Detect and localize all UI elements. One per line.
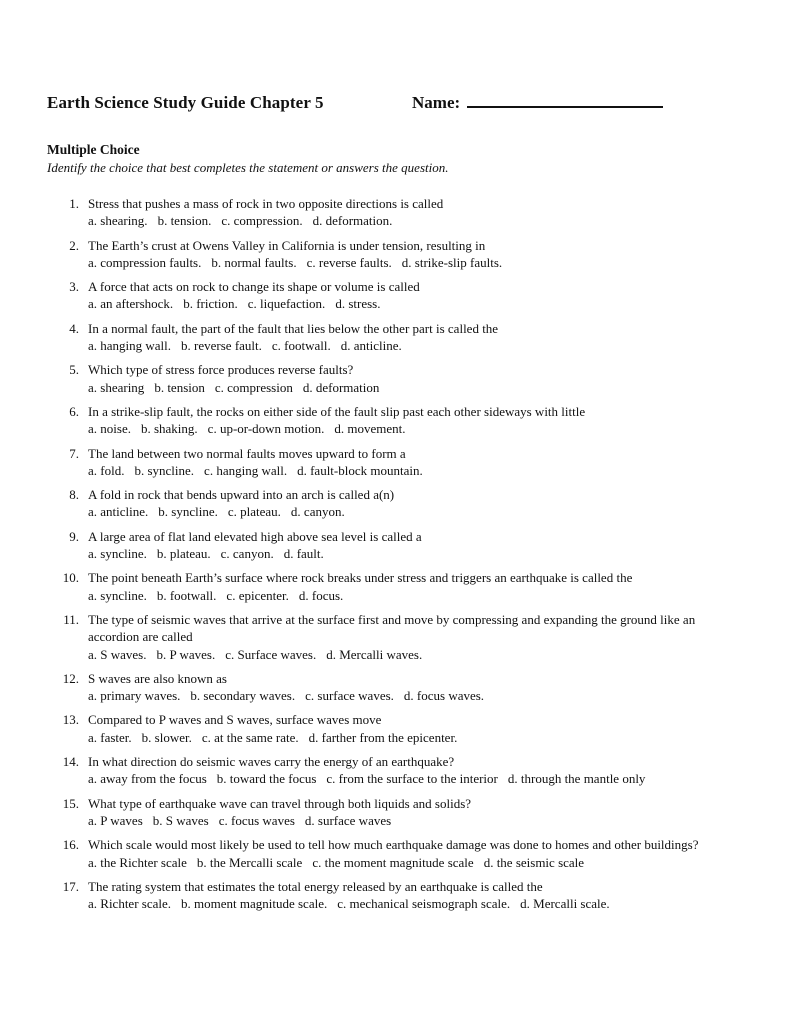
name-label: Name: — [412, 93, 461, 112]
document-header — [47, 93, 747, 114]
answer-choice: a. fold. — [88, 462, 125, 478]
answer-choice: d. deformation — [302, 379, 380, 395]
question-choices — [88, 295, 738, 312]
answer-choice: a. primary waves. — [88, 688, 181, 704]
answer-choice: d. the seismic scale — [483, 854, 585, 870]
question-item — [47, 195, 747, 230]
question-choices — [88, 687, 738, 704]
question-item — [47, 670, 747, 705]
answer-choice: c. compression — [214, 379, 293, 395]
answer-choice: b. tension — [154, 379, 205, 395]
question-number: 11. — [63, 611, 79, 627]
question-item — [47, 278, 747, 313]
answer-choice: a. syncline. — [88, 587, 147, 603]
question-item — [47, 528, 747, 563]
question-number: 5. — [69, 362, 79, 378]
question-number: 12. — [62, 670, 79, 686]
answer-choice: b. moment magnitude scale. — [181, 896, 328, 912]
question-choices — [88, 379, 738, 396]
question-choices — [88, 212, 738, 229]
answer-choice: c. reverse faults. — [306, 254, 392, 270]
name-field — [412, 93, 663, 113]
question-body — [88, 320, 738, 355]
question-number: 10. — [62, 570, 79, 586]
question-choices — [88, 587, 738, 604]
answer-choice: c. footwall. — [271, 338, 331, 354]
answer-choice: d. stress. — [335, 296, 381, 312]
answer-choice: b. syncline. — [158, 504, 218, 520]
question-stem: A large area of flat land elevated high above sea level is called a — [88, 528, 422, 544]
question-stem: The rating system that estimates the total energy released by an earthquake is called the — [88, 878, 543, 894]
page-title: Earth Science Study Guide Chapter 5 — [47, 93, 324, 112]
answer-choice: d. farther from the epicenter. — [308, 729, 458, 745]
question-body — [88, 670, 738, 705]
answer-choice: c. compression. — [221, 213, 303, 229]
question-number: 16. — [62, 837, 79, 853]
question-number: 2. — [69, 237, 79, 253]
question-choices — [88, 812, 738, 829]
answer-choice: b. footwall. — [156, 587, 217, 603]
answer-choice: c. liquefaction. — [247, 296, 326, 312]
answer-choice: c. up-or-down motion. — [207, 421, 325, 437]
question-stem: In what direction do seismic waves carry the energy of an earthquake? — [88, 754, 455, 770]
answer-choice: b. reverse fault. — [181, 338, 262, 354]
answer-choice: d. through the mantle only — [507, 771, 646, 787]
question-body — [88, 361, 738, 396]
answer-choice: b. tension. — [157, 213, 212, 229]
answer-choice: d. Mercalli waves. — [326, 646, 423, 662]
answer-choice: b. S waves — [152, 812, 209, 828]
answer-choice: a. P waves — [88, 812, 143, 828]
question-body — [88, 237, 738, 272]
question-item — [47, 403, 747, 438]
question-number: 6. — [69, 403, 79, 419]
question-body — [88, 569, 738, 604]
answer-choice: d. fault. — [283, 546, 324, 562]
answer-choice: b. slower. — [141, 729, 192, 745]
answer-choice: d. fault-block mountain. — [297, 462, 423, 478]
question-choices — [88, 254, 738, 271]
answer-choice: b. secondary waves. — [190, 688, 296, 704]
answer-choice: b. the Mercalli scale — [196, 854, 303, 870]
question-stem: The point beneath Earth’s surface where rock breaks under stress and triggers an earthquake is called the — [88, 570, 633, 586]
answer-choice: c. from the surface to the interior — [326, 771, 498, 787]
question-number: 14. — [62, 754, 79, 770]
answer-choice: c. hanging wall. — [204, 462, 288, 478]
answer-choice: d. surface waves — [304, 812, 392, 828]
answer-choice: d. anticline. — [340, 338, 402, 354]
answer-choice: a. syncline. — [88, 546, 147, 562]
answer-choice: b. toward the focus — [216, 771, 317, 787]
question-item — [47, 753, 747, 788]
section-instructions: Identify the choice that best completes the statement or answers the question. — [47, 160, 449, 175]
question-choices — [88, 503, 738, 520]
question-item — [47, 237, 747, 272]
question-body — [88, 611, 738, 663]
question-body — [88, 795, 738, 830]
question-body — [88, 278, 738, 313]
question-item — [47, 486, 747, 521]
answer-choice: c. the moment magnitude scale — [312, 854, 474, 870]
question-number: 3. — [69, 279, 79, 295]
document-content — [47, 93, 747, 919]
question-item — [47, 836, 747, 871]
answer-choice: b. P waves. — [156, 646, 216, 662]
question-choices — [88, 646, 738, 663]
questions-list — [47, 195, 747, 912]
answer-choice: a. S waves. — [88, 646, 147, 662]
question-body — [88, 195, 738, 230]
question-body — [88, 445, 738, 480]
question-body — [88, 403, 738, 438]
question-stem: S waves are also known as — [88, 670, 227, 686]
answer-choice: a. hanging wall. — [88, 338, 172, 354]
question-number: 8. — [69, 487, 79, 503]
answer-choice: a. away from the focus — [88, 771, 207, 787]
answer-choice: a. an aftershock. — [88, 296, 174, 312]
answer-choice: b. friction. — [183, 296, 238, 312]
answer-choice: b. shaking. — [140, 421, 198, 437]
question-stem: The type of seismic waves that arrive at the surface first and move by compressing and expanding the ground like an accordion are called — [88, 611, 696, 645]
answer-choice: d. focus waves. — [403, 688, 485, 704]
question-stem: The land between two normal faults moves upward to form a — [88, 445, 406, 461]
question-choices — [88, 420, 738, 437]
question-choices — [88, 337, 738, 354]
question-number: 4. — [69, 320, 79, 336]
answer-choice: b. syncline. — [134, 462, 195, 478]
answer-choice: c. focus waves — [218, 812, 295, 828]
question-body — [88, 528, 738, 563]
name-blank-line — [467, 93, 663, 108]
question-stem: A force that acts on rock to change its shape or volume is called — [88, 279, 420, 295]
question-item — [47, 320, 747, 355]
question-number: 15. — [62, 795, 79, 811]
answer-choice: b. normal faults. — [211, 254, 297, 270]
answer-choice: a. Richter scale. — [88, 896, 172, 912]
answer-choice: a. compression faults. — [88, 254, 202, 270]
answer-choice: d. focus. — [298, 587, 344, 603]
question-stem: Which scale would most likely be used to tell how much earthquake damage was done to homes and other buildings? — [88, 837, 699, 853]
question-number: 9. — [69, 528, 79, 544]
question-item — [47, 611, 747, 663]
question-body — [88, 486, 738, 521]
question-choices — [88, 895, 738, 912]
question-number: 1. — [69, 196, 79, 211]
question-item — [47, 445, 747, 480]
question-body — [88, 878, 738, 913]
question-choices — [88, 854, 738, 871]
answer-choice: c. Surface waves. — [225, 646, 317, 662]
question-body — [88, 836, 738, 871]
question-choices — [88, 462, 738, 479]
question-item — [47, 711, 747, 746]
question-item — [47, 569, 747, 604]
answer-choice: c. at the same rate. — [201, 729, 299, 745]
answer-choice: a. anticline. — [88, 504, 149, 520]
question-item — [47, 361, 747, 396]
answer-choice: c. canyon. — [220, 546, 274, 562]
question-stem: Compared to P waves and S waves, surface waves move — [88, 712, 382, 728]
answer-choice: d. movement. — [334, 421, 406, 437]
answer-choice: a. the Richter scale — [88, 854, 187, 870]
question-choices — [88, 770, 738, 787]
answer-choice: d. Mercalli scale. — [520, 896, 610, 912]
question-stem: A fold in rock that bends upward into an arch is called a(n) — [88, 487, 395, 503]
answer-choice: d. deformation. — [312, 213, 393, 229]
question-stem: Stress that pushes a mass of rock in two opposite directions is called — [88, 196, 444, 211]
question-number: 7. — [69, 445, 79, 461]
question-body — [88, 753, 738, 788]
answer-choice: b. plateau. — [156, 546, 211, 562]
answer-choice: d. canyon. — [290, 504, 345, 520]
question-item — [47, 795, 747, 830]
question-number: 17. — [62, 878, 79, 894]
question-body — [88, 711, 738, 746]
question-choices — [88, 545, 738, 562]
question-number: 13. — [62, 712, 79, 728]
answer-choice: c. mechanical seismograph scale. — [337, 896, 511, 912]
question-stem: In a strike-slip fault, the rocks on either side of the fault slip past each other sideways with little — [88, 403, 586, 419]
question-stem: In a normal fault, the part of the fault that lies below the other part is called the — [88, 320, 499, 336]
question-stem: What type of earthquake wave can travel through both liquids and solids? — [88, 795, 472, 811]
question-stem: Which type of stress force produces reverse faults? — [88, 362, 354, 378]
question-item — [47, 878, 747, 913]
question-stem: The Earth’s crust at Owens Valley in California is under tension, resulting in — [88, 237, 486, 253]
answer-choice: a. faster. — [88, 729, 132, 745]
section-heading: Multiple Choice — [47, 142, 140, 157]
answer-choice: c. epicenter. — [226, 587, 289, 603]
question-choices — [88, 729, 738, 746]
answer-choice: c. surface waves. — [305, 688, 394, 704]
answer-choice: a. shearing. — [88, 213, 148, 229]
answer-choice: a. shearing — [88, 379, 145, 395]
answer-choice: c. plateau. — [227, 504, 281, 520]
answer-choice: d. strike-slip faults. — [401, 254, 503, 270]
answer-choice: a. noise. — [88, 421, 131, 437]
